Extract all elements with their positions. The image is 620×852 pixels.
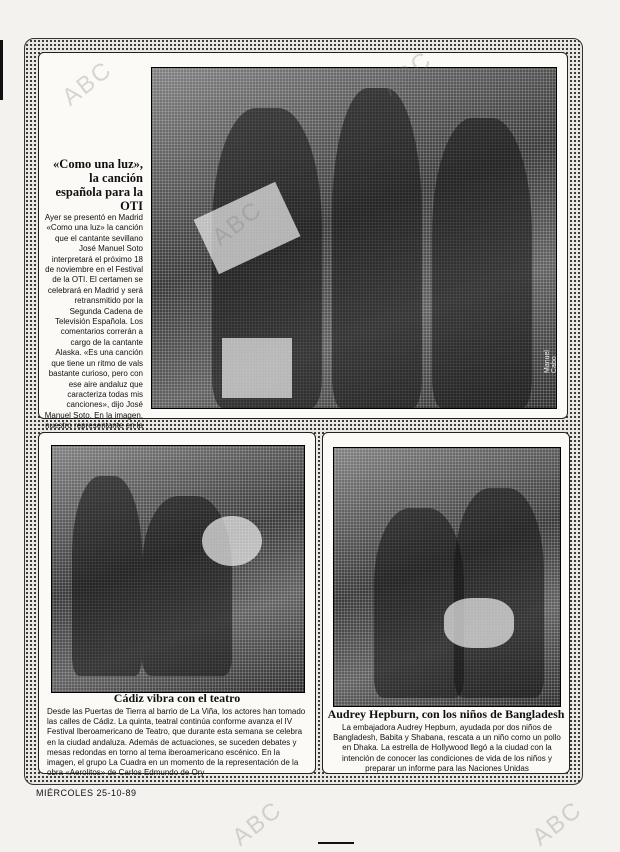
figure-shape: [432, 118, 532, 408]
watermark-logo: ABC: [377, 45, 438, 102]
figure-shape: [332, 88, 422, 408]
right-story-panel: [322, 432, 570, 774]
left-story-panel: [38, 432, 316, 778]
page-edge-mark: [0, 40, 3, 100]
top-story-body: Ayer se presentó en Madrid «Como una luz» la canción que el cantante sevillano José Manuel Soto interpretará el próximo 18 de noviembre en el Festival de la OTI. El certamen se celebrará en Madrid y será retransmitido por la Segunda Cadena de Televisión Española. Los comentarios correrán a cargo de la cantante Alaska. «Es una canción que tiene un ritmo de vals bastante curioso, pero con ese aire andaluz que caracteriza todas mis canciones», dijo José Manuel Soto. En la imagen, nuestro representante en la: [44, 213, 143, 431]
right-story-headline: Audrey Hepburn, con los niños de Bangladesh: [327, 707, 565, 721]
page-date: MIÉRCOLES 25-10-89: [36, 788, 137, 798]
top-story-panel: [38, 52, 568, 431]
left-story-body: Desde las Puertas de Tierra al barrio de La Viña, los actores han tomado las calles de Cádiz. La quinta, teatral continúa conforme avanza el IV Festival Iberoamericano de Teatro, que durante esta semana se celebra en la ciudad andaluza. Además de actuaciones, se suceden debates y mesas redondas en torno al tema iberoamericano escénico. En la imagen, el grupo La Cuadra en un momento de la representación de la obra «Aerolitos» de Carlos Edmundo de Ory: [47, 707, 306, 778]
right-story-photo: [333, 447, 561, 707]
figure-shape: [72, 476, 142, 676]
left-story-photo: [51, 445, 305, 693]
watermark-logo: ABC: [227, 795, 288, 852]
left-story-headline: Cádiz vibra con el teatro: [113, 691, 241, 705]
watermark-logo: ABC: [527, 795, 588, 852]
page-edge-mark: [318, 842, 354, 844]
watermark-logo: ABC: [57, 55, 118, 112]
right-story-body: La embajadora Audrey Hepburn, ayudada por dos niños de Bangladesh, Babita y Shabana, rescata a un niño como un pollo en Dhaka. La estrella de Hollywood llegó a la ciudad con la intención de conocer las condiciones de vida de los niños y preparar un informe para las Naciones Unidas: [333, 723, 561, 773]
photo-credit: Manuel Cabo: [544, 350, 558, 373]
top-story-headline: «Como una luz», la canción española para la OTI: [53, 157, 143, 213]
light-highlight: [444, 598, 514, 648]
top-story-photo: [151, 67, 557, 409]
figure-shape: [454, 488, 544, 698]
figure-shape: [374, 508, 464, 698]
watermark-logo: ABC: [207, 195, 268, 252]
paper-highlight: [222, 338, 292, 398]
light-highlight: [202, 516, 262, 566]
